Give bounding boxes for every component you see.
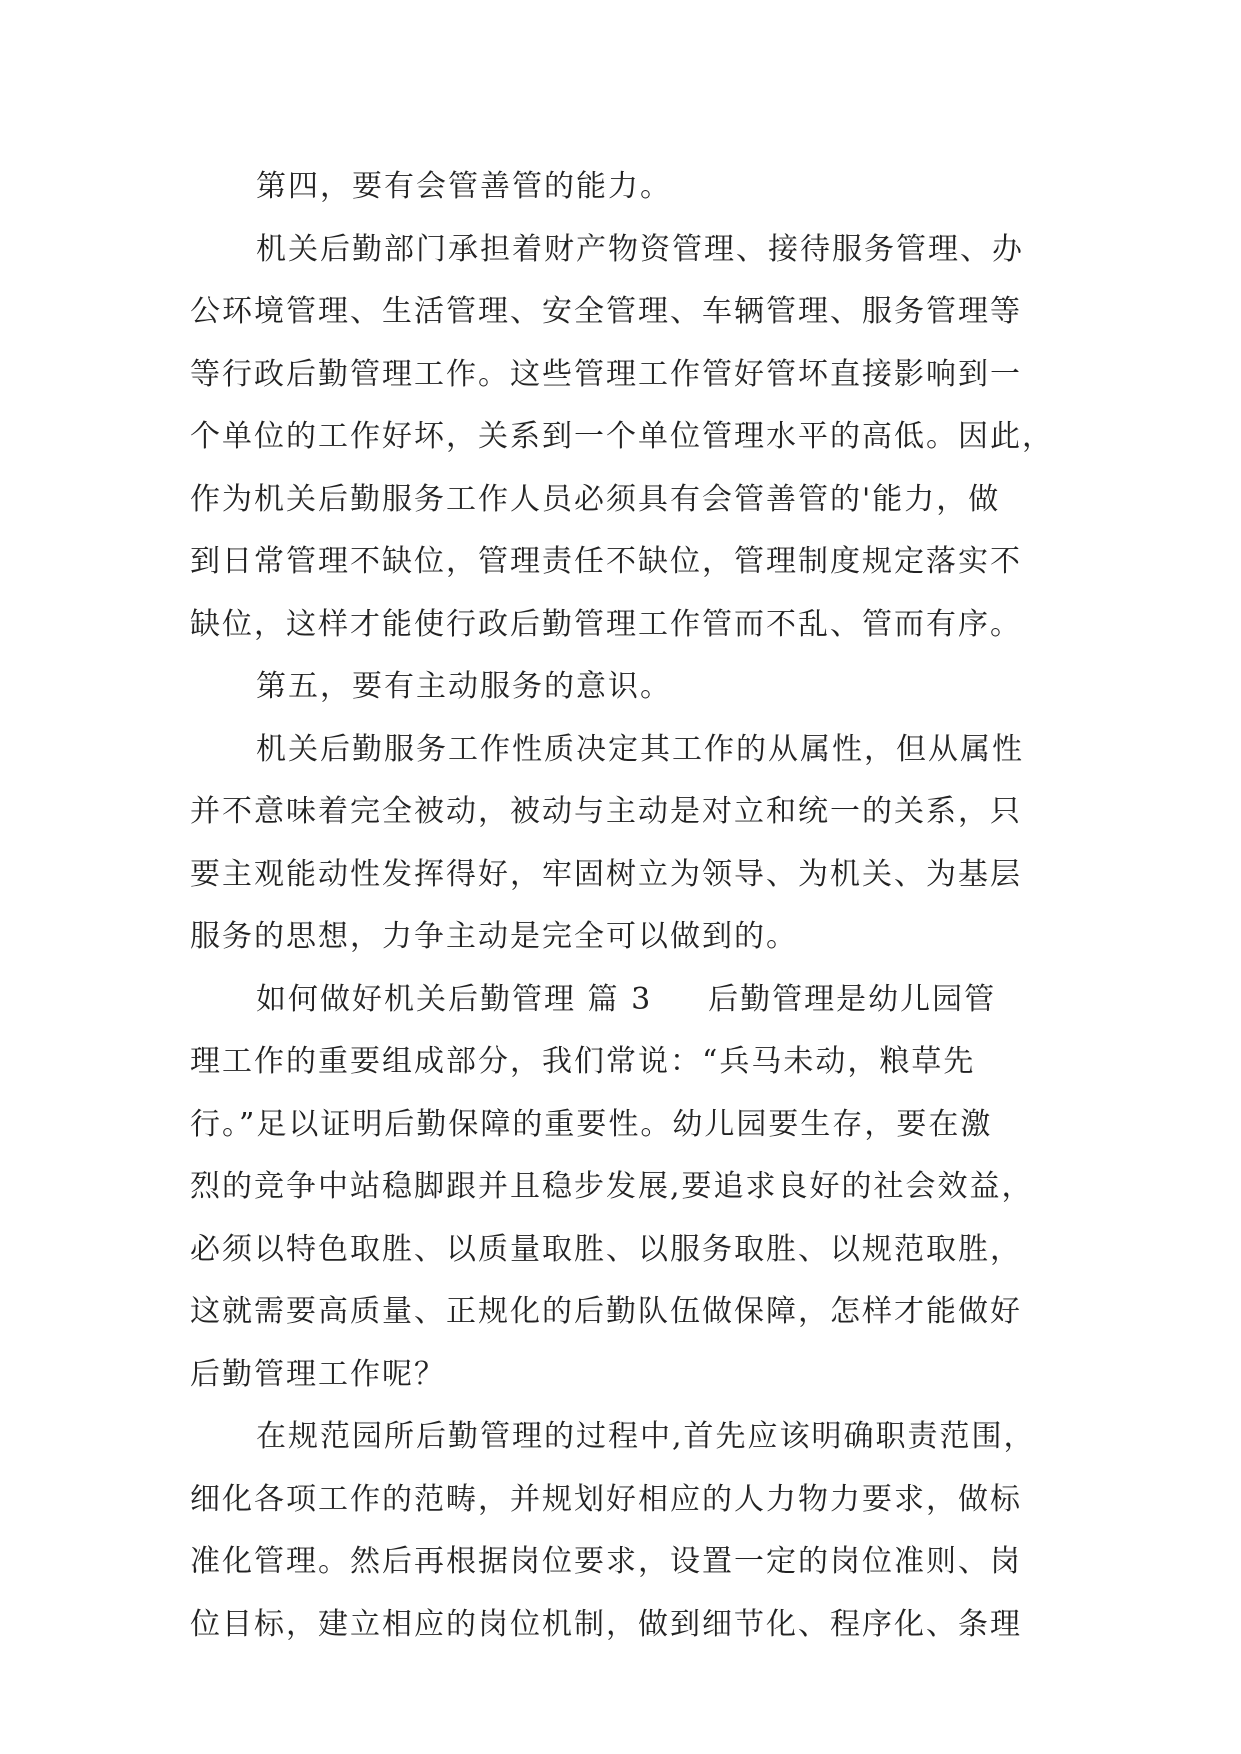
text-line: 理工作的重要组成部分，我们常说：“兵马未动，粮草先: [190, 1044, 976, 1079]
text-line: 并不意味着完全被动，被动与主动是对立和统一的关系，只: [190, 794, 1022, 829]
text-line: 这就需要高质量、正规化的后勤队伍做保障，怎样才能做好: [190, 1294, 1022, 1329]
text-line: 机关后勤服务工作性质决定其工作的从属性，但从属性: [256, 731, 1024, 767]
heading-line-text: 后勤管理是幼儿园管: [708, 981, 997, 1017]
text-line: 后勤管理工作呢？: [190, 1356, 446, 1392]
text-line: 公环境管理、生活管理、安全管理、车辆管理、服务管理等: [190, 294, 1022, 329]
text-line: 行。”足以证明后勤保障的重要性。幼儿园要生存，要在激: [190, 1106, 993, 1142]
text-line: 缺位，这样才能使行政后勤管理工作管而不乱、管而有序。: [190, 606, 1022, 642]
text-line: 服务的思想，力争主动是完全可以做到的。: [190, 919, 798, 954]
text-line: 第四，要有会管善管的能力。: [256, 169, 672, 204]
article-part-label: 篇 3: [587, 981, 653, 1017]
text-line: 机关后勤部门承担着财产物资管理、接待服务管理、办: [256, 231, 1024, 267]
text-line: 准化管理。然后再根据岗位要求，设置一定的岗位准则、岗: [190, 1544, 1022, 1579]
text-line: 个单位的工作好坏，关系到一个单位管理水平的高低。因此，: [190, 419, 1054, 454]
text-line: 烈的竞争中站稳脚跟并且稳步发展,要追求良好的社会效益，: [190, 1169, 1034, 1204]
document-body: [190, 156, 1070, 1656]
text-line: 位目标，建立相应的岗位机制，做到细节化、程序化、条理: [190, 1606, 1022, 1642]
text-line: 作为机关后勤服务工作人员必须具有会管善管的'能力，做: [190, 481, 1001, 517]
text-line: 到日常管理不缺位，管理责任不缺位，管理制度规定落实不: [190, 544, 1022, 579]
text-line: 在规范园所后勤管理的过程中,首先应该明确职责范围，: [256, 1419, 1036, 1454]
text-line: 细化各项工作的范畴，并规划好相应的人力物力要求，做标: [190, 1481, 1022, 1517]
heading-line: [190, 969, 1070, 1032]
text-line: 等行政后勤管理工作。这些管理工作管好管坏直接影响到一: [190, 356, 1022, 392]
text-line: 第五，要有主动服务的意识。: [256, 669, 672, 704]
text-line: 要主观能动性发挥得好，牢固树立为领导、为机关、为基层: [190, 856, 1022, 892]
text-line: 必须以特色取胜、以质量取胜、以服务取胜、以规范取胜，: [190, 1231, 1022, 1267]
article-title: 如何做好机关后勤管理: [256, 981, 576, 1017]
